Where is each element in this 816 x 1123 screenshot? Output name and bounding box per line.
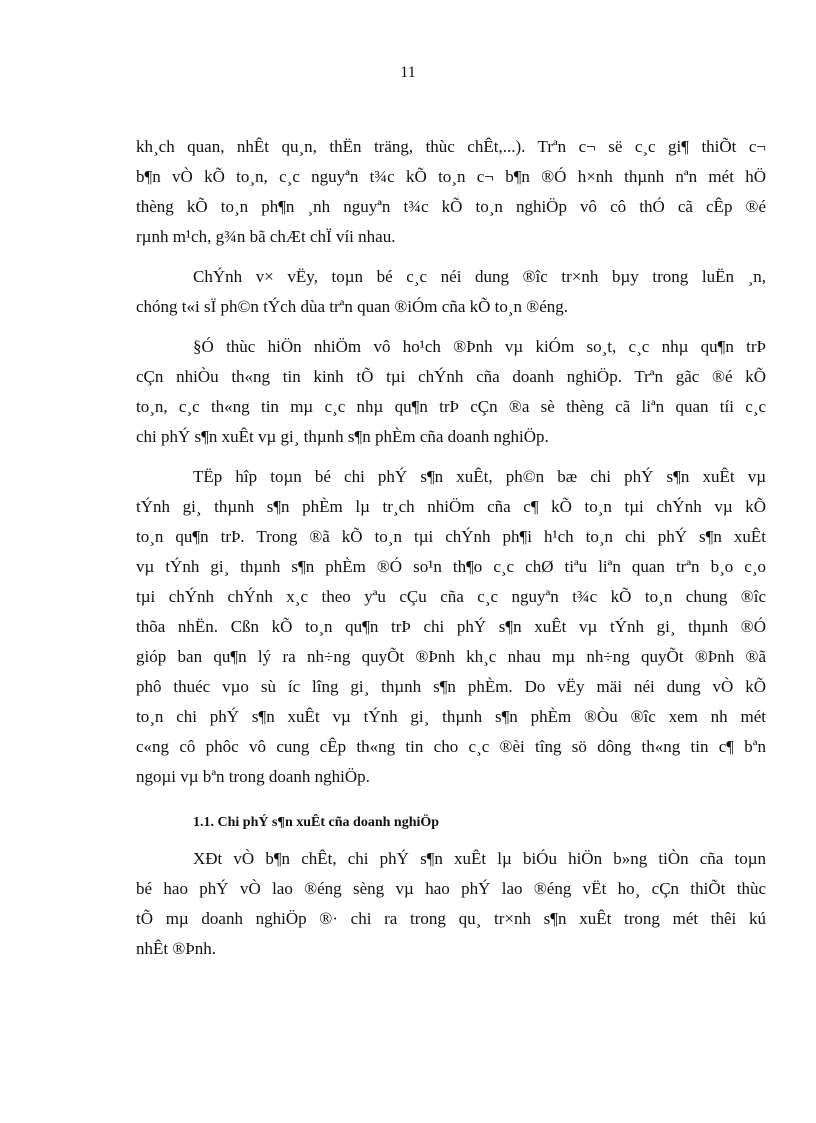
text-line: to¸n qu¶n trÞ. Trong ®ã kÕ to¸n tµi chÝnh ph¶i h¹ch to¸n chi phÝ s¶n xuÊt — [136, 527, 766, 546]
text-line: §Ó thùc hiÖn nhiÖm vô ho¹ch ®Þnh vµ kiÓm so¸t, c¸c nhµ qu¶n trÞ — [193, 337, 766, 356]
text-line: thèng kÕ to¸n ph¶n ¸nh nguyªn t¾c kÕ to¸n nghiÖp vô cô thÓ cã cÊp ®é — [136, 197, 766, 216]
text-line: gióp ban qu¶n lý ra nh÷ng quyÕt ®Þnh kh¸c nhau mµ nh÷ng quyÕt ®Þnh ®ã — [136, 647, 766, 666]
text-line: TËp hîp toµn bé chi phÝ s¶n xuÊt, ph©n bæ chi phÝ s¶n xuÊt vµ — [193, 467, 766, 486]
text-line: cÇn nhiÒu th«ng tin kinh tÕ tµi chÝnh cña doanh nghiÖp. Trªn gãc ®é kÕ — [136, 367, 766, 386]
text-line: chóng t«i sÏ ph©n tÝch dùa trªn quan ®iÓm cña kÕ to¸n ®éng. — [136, 297, 568, 316]
text-line: vµ tÝnh gi¸ thµnh s¶n phÈm ®Ó so¹n th¶o c¸c chØ tiªu liªn quan trªn b¸o c¸o — [136, 557, 766, 576]
text-line: rµnh m¹ch, g¾n bã chÆt chÏ víi nhau. — [136, 227, 396, 246]
section-heading: 1.1. Chi phÝ s¶n xuÊt cña doanh nghiÖp — [193, 815, 440, 830]
text-line: ChÝnh v× vËy, toµn bé c¸c néi dung ®îc tr×nh bµy trong luËn ¸n, — [193, 267, 766, 286]
text-line: thõa nhËn. Cßn kÕ to¸n qu¶n trÞ chi phÝ s¶n xuÊt vµ tÝnh gi¸ thµnh ®Ó — [136, 617, 766, 636]
text-line: phô thuéc vµo sù íc lîng gi¸ thµnh s¶n phÈm. Do vËy mäi néi dung vÒ kÕ — [136, 677, 766, 696]
page-number: 11 — [400, 64, 416, 81]
text-line: tÕ mµ doanh nghiÖp ®· chi ra trong qu¸ tr×nh s¶n xuÊt trong mét thêi kú — [136, 909, 766, 928]
text-line: chi phÝ s¶n xuÊt vµ gi¸ thµnh s¶n phÈm cña doanh nghiÖp. — [136, 427, 549, 446]
text-line: kh¸ch quan, nhÊt qu¸n, thËn träng, thùc chÊt,...). Trªn c¬ së c¸c gi¶ thiÕt c¬ — [136, 137, 766, 156]
text-line: nhÊt ®Þnh. — [136, 939, 216, 958]
text-line: bé hao phÝ vÒ lao ®éng sèng vµ hao phÝ lao ®éng vËt ho¸ cÇn thiÕt thùc — [136, 879, 766, 898]
text-line: c«ng cô phôc vô cung cÊp th«ng tin cho c¸c ®èi tîng sö dông th«ng tin c¶ bªn — [136, 737, 766, 756]
text-line: to¸n, c¸c th«ng tin mµ c¸c nhµ qu¶n trÞ cÇn ®a sè thèng cã liªn quan tíi c¸c — [136, 397, 766, 416]
text-line: ngoµi vµ bªn trong doanh nghiÖp. — [136, 767, 370, 786]
text-line: to¸n chi phÝ s¶n xuÊt vµ tÝnh gi¸ thµnh s¶n phÈm ®Òu ®îc xem nh mét — [136, 707, 766, 726]
text-line: b¶n vÒ kÕ to¸n, c¸c nguyªn t¾c kÕ to¸n c¬ b¶n ®Ó h×nh thµnh nªn mét hÖ — [136, 167, 766, 186]
text-line: XÐt vÒ b¶n chÊt, chi phÝ s¶n xuÊt lµ biÓu hiÖn b»ng tiÒn cña toµn — [193, 849, 766, 868]
text-line: tÝnh gi¸ thµnh s¶n phÈm lµ tr¸ch nhiÖm cña c¶ kÕ to¸n tµi chÝnh vµ kÕ — [136, 497, 766, 516]
text-line: tµi chÝnh chÝnh x¸c theo yªu cÇu cña c¸c nguyªn t¾c kÕ to¸n chung ®îc — [136, 587, 766, 606]
